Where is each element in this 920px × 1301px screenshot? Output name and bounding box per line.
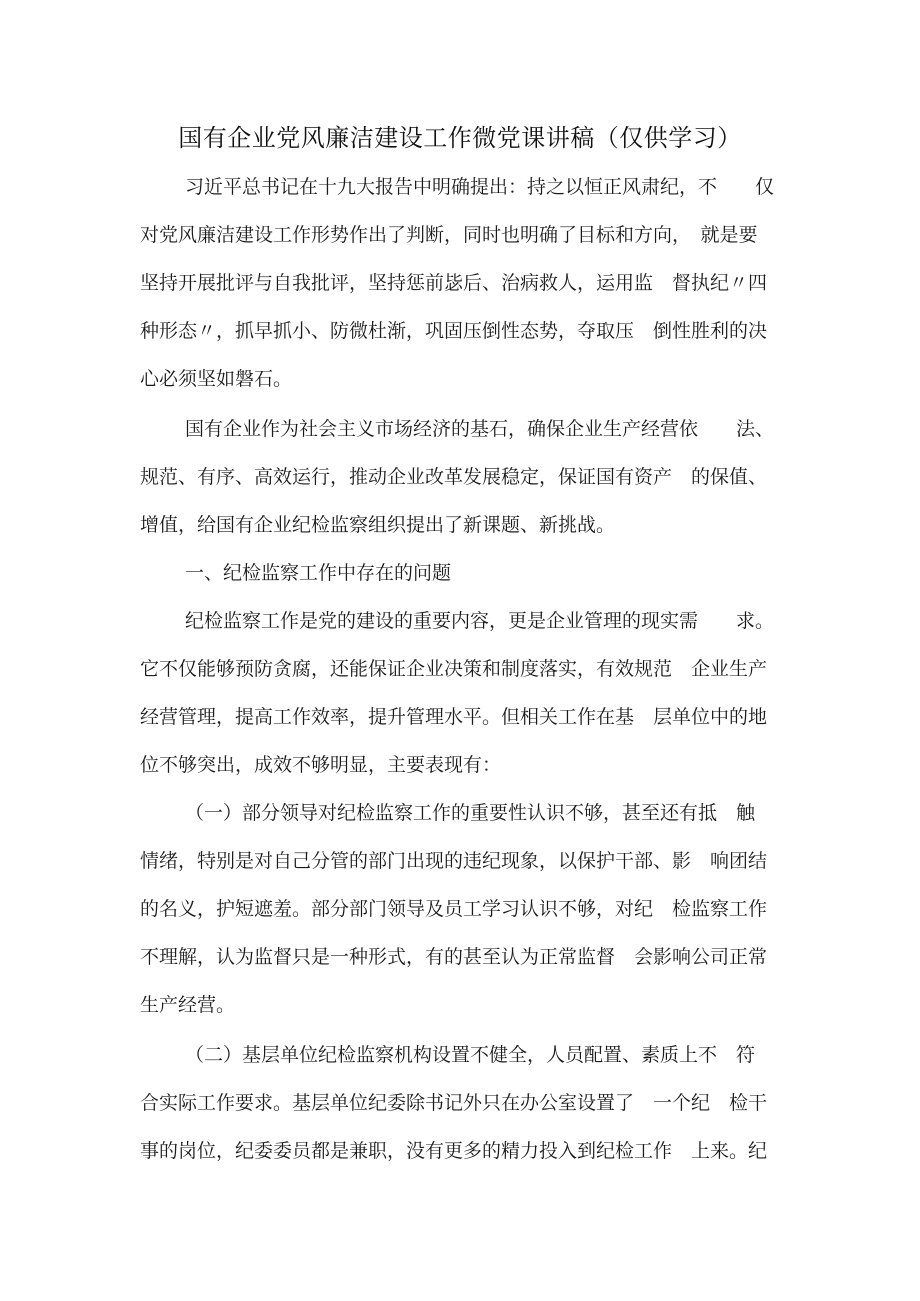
text-line: 种形态〃，抓早抓小、防微杜渐，巩固压倒性态势，夺取压 倒性胜利的决 [140,320,768,342]
text-line: 心必须坚如磐石。 [140,368,293,390]
text-line: 事的岗位，纪委委员都是兼职，没有更多的精力投入到纪检工作 上来。纪 [140,1140,768,1162]
text-line: 增值，给国有企业纪检监察组织提出了新课题、新挑战。 [140,514,616,536]
text-line: 国有企业作为社会主义市场经济的基石，确保企业生产经营依 法、 [185,418,775,440]
text-line: 的名义，护短遮羞。部分部门领导及员工学习认识不够，对纪 检监察工作 [140,898,768,920]
text-line: 生产经营。 [140,994,236,1016]
text-line: 它不仅能够预防贪腐，还能保证企业决策和制度落实，有效规范 企业生产 [140,658,768,680]
page-title: 国有企业党风廉洁建设工作微党课讲稿（仅供学习） [178,124,742,152]
text-line: 位不够突出，成效不够明显，主要表现有： [140,754,502,776]
text-line: 合实际工作要求。基层单位纪委除书记外只在办公室设置了 一个纪 检干 [140,1092,768,1114]
text-line: 不理解，认为监督只是一种形式，有的甚至认为正常监督 会影响公司正常 [140,946,768,968]
text-line: 纪检监察工作是党的建设的重要内容，更是企业管理的现实需 求。 [185,610,775,632]
text-line: 规范、有序、高效运行，推动企业改革发展稳定，保证国有资产 的保值、 [140,466,768,488]
text-line: 对党风廉洁建设工作形势作出了判断，同时也明确了目标和方向， 就是要 [140,224,758,246]
text-line: 经营管理，提高工作效率，提升管理水平。但相关工作在基 层单位中的地 [140,706,768,728]
text-line: （二）基层单位纪检监察机构设置不健全，人员配置、素质上不 符 [185,1044,756,1066]
text-line: （一）部分领导对纪检监察工作的重要性认识不够，甚至还有抵 触 [185,802,756,824]
text-line: 情绪，特别是对自己分管的部门出现的违纪现象，以保护干部、影 响团结 [140,850,768,872]
text-line: 习近平总书记在十九大报告中明确提出：持之以恒正风肃纪，不 仅 [185,176,775,198]
text-line: 坚持开展批评与自我批评，坚持惩前毖后、治病救人，运用监 督执纪〃四 [140,272,768,294]
heading-text: 一、纪检监察工作中存在的问题 [185,562,452,584]
